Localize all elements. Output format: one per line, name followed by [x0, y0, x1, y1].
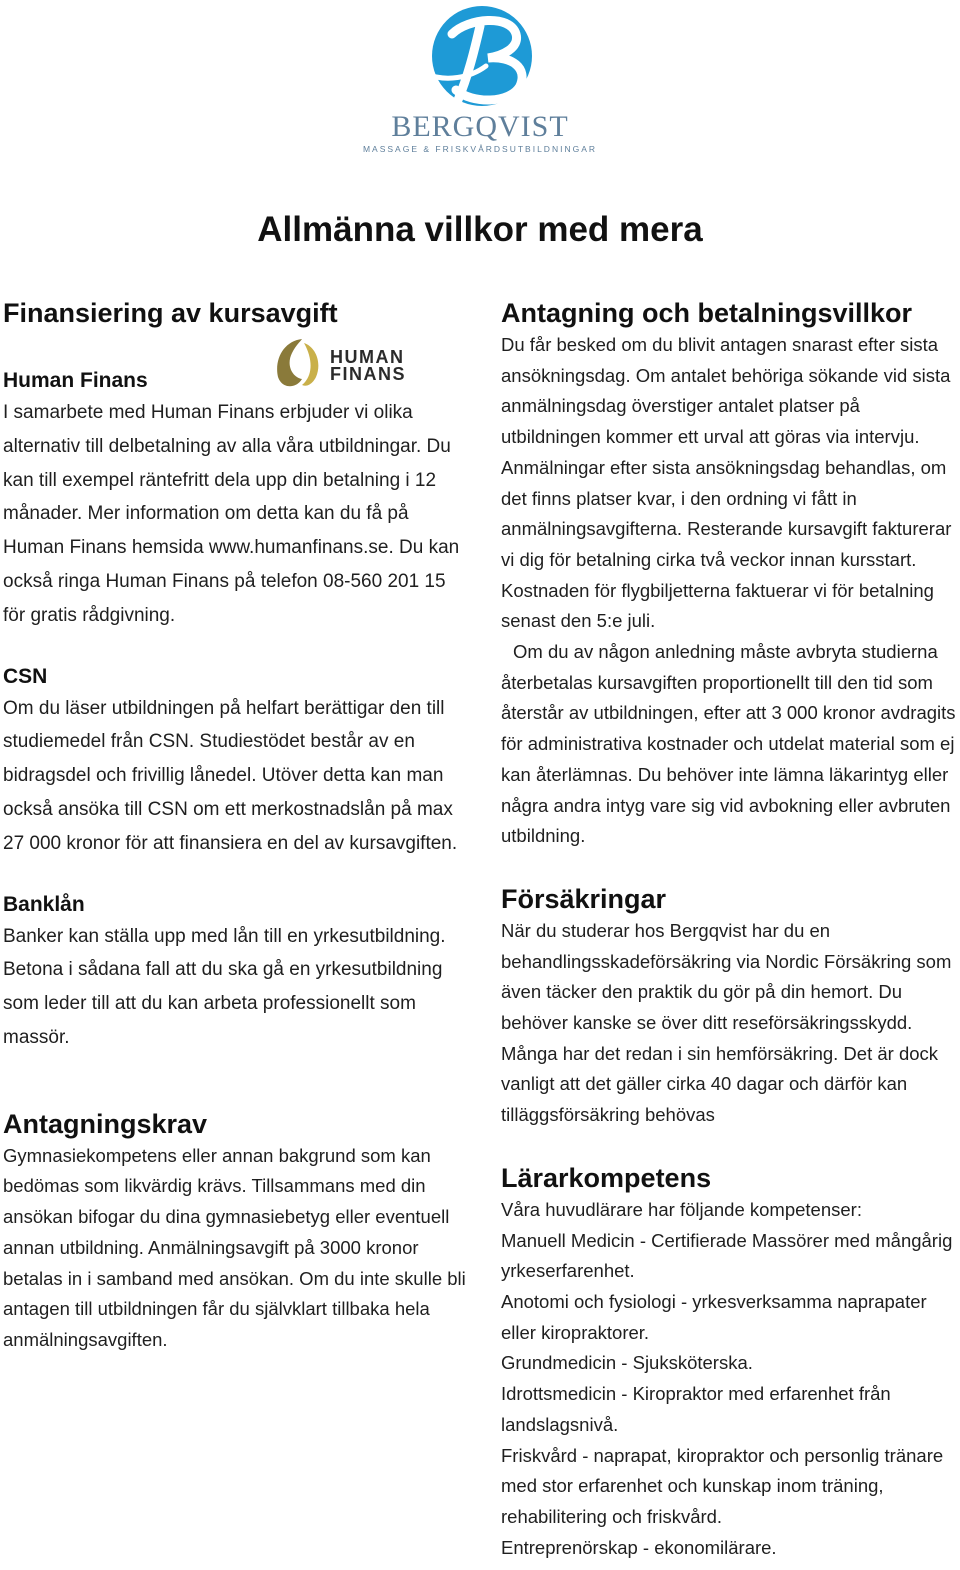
- lararkompetens-line: Idrottsmedicin - Kiropraktor med erfarenhet från landslagsnivå.: [501, 1383, 891, 1435]
- antagningskrav-heading: Antagningskrav: [3, 1108, 208, 1139]
- banklan-heading: Banklån: [3, 892, 85, 916]
- bergqvist-logo: [360, 4, 600, 156]
- human-finans-logo-line2: FINANS: [330, 364, 406, 384]
- logo-name: BERGQVIST: [391, 110, 569, 143]
- page-title: Allmänna villkor med mera: [257, 210, 703, 249]
- spacer: [3, 330, 471, 366]
- lararkompetens-line: Grundmedicin - Sjuksköterska.: [501, 1352, 753, 1374]
- lararkompetens-line: Friskvård - naprapat, kiropraktor och personlig tränare med stor erfarenhet och kunskap inom träning, rehabilitering och friskvård.: [501, 1444, 944, 1527]
- spacer: [3, 1055, 471, 1107]
- forsakringar-heading: Försäkringar: [501, 883, 667, 914]
- spacer: [3, 861, 471, 890]
- logo-tagline: MASSAGE & FRISKVÅRDSUTBILDNINGAR: [362, 144, 598, 154]
- human-finans-heading: Human Finans: [3, 369, 148, 392]
- lararkompetens-line: Manuell Medicin - Certifierade Massörer med mångårig yrkeserfarenhet.: [501, 1229, 953, 1282]
- csn-text: Om du läser utbildningen på helfart berättigar den till studiemedel från CSN. Studiestödet består av en bidragsdel och frivillig lånedel. Utöver detta kan man också ansöka till CSN om ett merkostnadslån på max 27 000 kronor för att finansiera en del av kursavgiften.: [3, 697, 458, 854]
- lararkompetens-line: Entreprenörskap - ekonomilärare.: [501, 1536, 777, 1558]
- bergqvist-b-emblem-icon: [360, 4, 600, 110]
- lararkompetens-heading: Lärarkompetens: [501, 1162, 712, 1193]
- banklan-text: Banker kan ställa upp med lån till en yrkesutbildning. Betona i sådana fall att du ska gå en yrkesutbildning som leder till att du kan arbeta professionellt som massör.: [3, 925, 446, 1048]
- lararkompetens-line: Anotomi och fysiologi - yrkesverksamma naprapater eller kiropraktorer.: [501, 1290, 927, 1343]
- spacer: [501, 1131, 960, 1161]
- lararkompetens-line: Våra huvudlärare har följande kompetenser:: [501, 1198, 862, 1220]
- csn-heading: CSN: [3, 664, 48, 688]
- financing-heading: Finansiering av kursavgift: [3, 298, 338, 328]
- antagning-heading: Antagning och betalningsvillkor: [501, 298, 913, 328]
- spacer: [3, 633, 471, 662]
- left-column: [3, 296, 471, 1356]
- spacer: [501, 852, 960, 882]
- antagningskrav-text: Gymnasiekompetens eller annan bakgrund som kan bedömas som likvärdig krävs. Tillsammans med din ansökan bifogar du dina gymnasiebetyg eller eventuell annan utbildning. Anmälningsavgift på 3000 kronor betalas in i samband med ansökan. Om du inte skulle bli antagen till utbildningen får du självklart tillbaka hela anmälningsavgiften.: [3, 1144, 466, 1350]
- right-column: [501, 296, 960, 1563]
- human-finans-logo-line1: HUMAN: [330, 347, 405, 367]
- antagning-paragraph-1: Du får besked om du blivit antagen snarast efter sista ansökningsdag. Om antalet behöriga sökande vid sista anmälningsdag överstiger antalet platser på utbildningen kommer ett urval att göras via intervju. Anmälningar efter sista ansökningsdag behandlas, om det finns platser kvar, i den ordning vi fått in anmälningsavgifterna. Resterande kursavgift fakturerar vi dig för betalning cirka två veckor innan kursstart. Kostnaden för flygbiljetterna faktuerar vi för betalning senast den 5:e juli.: [501, 334, 952, 632]
- antagning-paragraph-2: Om du av någon anledning måste avbryta studierna återbetalas kursavgiften proportionellt till den tid som återstår av utbildningen, efter att 3 000 kronor avdragits för administrativa kostnader och utdelat material som ej kan återlämnas. Du behöver inte lämna läkarintyg eller några andra intyg vare sig vid avbokning eller avbruten utbildning.: [501, 641, 956, 847]
- human-finans-text: I samarbete med Human Finans erbjuder vi olika alternativ till delbetalning av alla våra utbildningar. Du kan till exempel räntefritt dela upp din betalning i 12 månader. Mer information om detta kan du få på Human Finans hemsida www.humanfinans.se. Du kan också ringa Human Finans på telefon 08-560 201 15 för gratis rådgivning.: [3, 402, 460, 626]
- forsakringar-text: När du studerar hos Bergqvist har du en behandlingsskadeförsäkring via Nordic Försäkring som även täcker den praktik du gör på din hemort. Du behöver kanske se över ditt reseförsäkringsskydd. Många har det redan i sin hemförsäkring. Det är dock vanligt att det gäller cirka 40 dagar och därför kan tilläggsförsäkring behövas: [501, 919, 952, 1126]
